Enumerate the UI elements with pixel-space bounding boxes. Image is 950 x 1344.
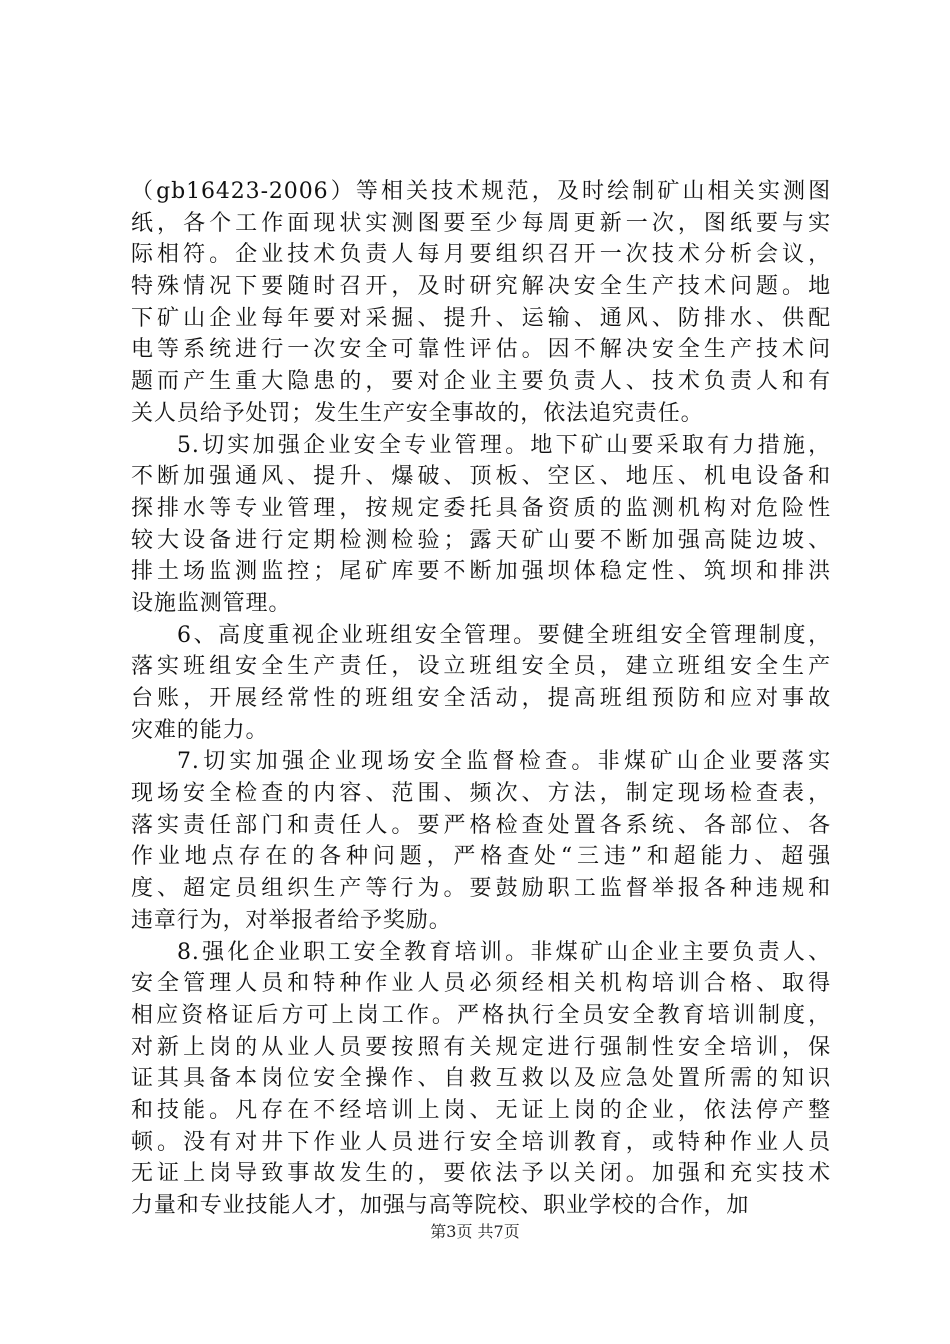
text-line: 落实班组安全生产责任，设立班组安全员，建立班组安全生产 — [131, 654, 831, 680]
text-line: 现场安全检查的内容、范围、频次、方法，制定现场检查表， — [131, 781, 831, 807]
text-line: 不断加强通风、提升、爆破、顶板、空区、地压、机电设备和 — [131, 464, 831, 490]
text-line: 和技能。凡存在不经培训上岗、无证上岗的企业，依法停产整 — [131, 1097, 831, 1123]
text-line: 落实责任部门和责任人。要严格检查处置各系统、各部位、各 — [131, 812, 831, 838]
text-line: （gb16423-2006）等相关技术规范，及时绘制矿山相关实测图 — [131, 179, 831, 204]
text-line: 相应资格证后方可上岗工作。严格执行全员安全教育培训制度， — [131, 1002, 831, 1028]
text-line: 灾难的能力。 — [131, 717, 269, 743]
text-line: 对新上岗的从业人员要按照有关规定进行强制性安全培训，保 — [131, 1034, 831, 1060]
text-line: 证其具备本岗位安全操作、自救互救以及应急处置所需的知识 — [131, 1066, 831, 1092]
text-line: 顿。没有对井下作业人员进行安全培训教育，或特种作业人员 — [131, 1129, 831, 1155]
text-line: 作业地点存在的各种问题，严格查处“三违”和超能力、超强 — [131, 844, 831, 870]
text-line: 电等系统进行一次安全可靠性评估。因不解决安全生产技术问 — [131, 337, 831, 363]
text-line: 关人员给予处罚；发生生产安全事故的，依法追究责任。 — [131, 400, 704, 426]
text-line: 较大设备进行定期检测检验；露天矿山要不断加强高陡边坡、 — [131, 527, 831, 553]
text-line: 下矿山企业每年要对采掘、提升、运输、通风、防排水、供配 — [131, 305, 831, 331]
document-body — [131, 176, 831, 1222]
text-line: 题而产生重大隐患的，要对企业主要负责人、技术负责人和有 — [131, 369, 831, 395]
text-line: 力量和专业技能人才，加强与高等院校、职业学校的合作，加 — [131, 1193, 750, 1218]
text-line: 违章行为，对举报者给予奖励。 — [131, 907, 452, 933]
text-line: 7.切实加强企业现场安全监督检查。非煤矿山企业要落实 — [177, 749, 831, 775]
text-line: 5.切实加强企业安全专业管理。地下矿山要采取有力措施， — [177, 432, 831, 458]
text-line: 度、超定员组织生产等行为。要鼓励职工监督举报各种违规和 — [131, 876, 831, 902]
text-line: 台账，开展经常性的班组安全活动，提高班组预防和应对事故 — [131, 686, 831, 711]
text-line: 际相符。企业技术负责人每月要组织召开一次技术分析会议， — [131, 242, 831, 268]
page-number-label: 第3页 共7页 — [430, 1222, 520, 1241]
text-line: 排土场监测监控；尾矿库要不断加强坝体稳定性、筑坝和排洪 — [131, 559, 831, 585]
text-line: 纸，各个工作面现状实测图要至少每周更新一次，图纸要与实 — [131, 210, 831, 236]
text-line: 6、高度重视企业班组安全管理。要健全班组安全管理制度， — [177, 622, 831, 648]
text-line: 无证上岗导致事故发生的，要依法予以关闭。加强和充实技术 — [131, 1161, 831, 1187]
text-line: 8.强化企业职工安全教育培训。非煤矿山企业主要负责人、 — [177, 939, 831, 965]
text-line: 探排水等专业管理，按规定委托具备资质的监测机构对危险性 — [131, 495, 831, 521]
text-line: 安全管理人员和特种作业人员必须经相关机构培训合格、取得 — [131, 971, 831, 997]
page-footer — [0, 1222, 950, 1242]
text-line: 设施监测管理。 — [131, 590, 292, 616]
text-line: 特殊情况下要随时召开，及时研究解决安全生产技术问题。地 — [131, 274, 831, 300]
